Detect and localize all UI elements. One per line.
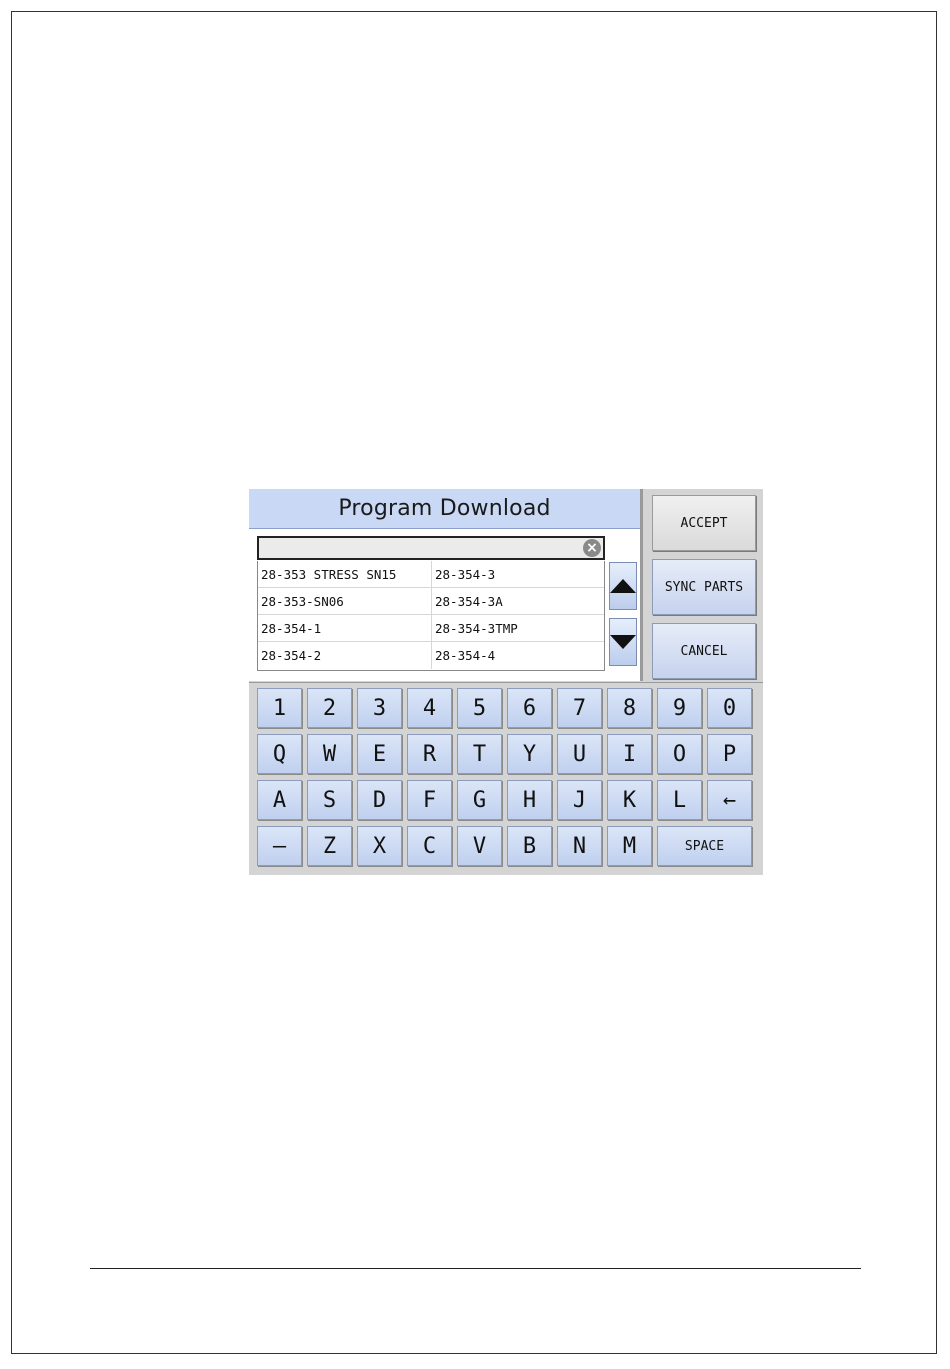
key-t[interactable]: T <box>457 734 502 774</box>
key-2[interactable]: 2 <box>307 688 352 728</box>
key-e[interactable]: E <box>357 734 402 774</box>
clear-icon[interactable]: × <box>583 539 601 557</box>
key-z[interactable]: Z <box>307 826 352 866</box>
list-item[interactable]: 28-354-3A <box>431 588 604 614</box>
list-item[interactable]: 28-354-4 <box>431 642 604 669</box>
key-l[interactable]: L <box>657 780 702 820</box>
key-q[interactable]: Q <box>257 734 302 774</box>
key-0[interactable]: 0 <box>707 688 752 728</box>
scroll-up-button[interactable] <box>609 562 637 610</box>
key-p[interactable]: P <box>707 734 752 774</box>
key-i[interactable]: I <box>607 734 652 774</box>
key-4[interactable]: 4 <box>407 688 452 728</box>
backspace-key[interactable] <box>707 780 752 820</box>
list-row <box>258 642 604 669</box>
key-v[interactable]: V <box>457 826 502 866</box>
list-row <box>258 615 604 642</box>
scroll-down-icon <box>610 635 636 649</box>
key-7[interactable]: 7 <box>557 688 602 728</box>
on-screen-keyboard <box>249 682 763 875</box>
scroll-down-button[interactable] <box>609 618 637 666</box>
key-r[interactable]: R <box>407 734 452 774</box>
key-5[interactable]: 5 <box>457 688 502 728</box>
backspace-icon: ← <box>722 787 737 813</box>
key-w[interactable]: W <box>307 734 352 774</box>
list-item[interactable]: 28-353-SN06 <box>261 594 344 609</box>
key-dash[interactable]: – <box>257 826 302 866</box>
keyboard-row-asdf <box>257 780 752 820</box>
footer-divider <box>90 1268 861 1269</box>
key-6[interactable]: 6 <box>507 688 552 728</box>
space-key[interactable]: SPACE <box>657 826 752 866</box>
keyboard-row-zxcv <box>257 826 752 866</box>
key-g[interactable]: G <box>457 780 502 820</box>
list-item[interactable]: 28-354-3 <box>431 561 604 587</box>
program-list <box>257 561 605 671</box>
key-a[interactable]: A <box>257 780 302 820</box>
key-x[interactable]: X <box>357 826 402 866</box>
accept-button[interactable]: ACCEPT <box>652 495 756 551</box>
list-item[interactable]: 28-353 STRESS SN15 <box>261 567 397 582</box>
key-k[interactable]: K <box>607 780 652 820</box>
list-row <box>258 561 604 588</box>
key-h[interactable]: H <box>507 780 552 820</box>
key-o[interactable]: O <box>657 734 702 774</box>
key-3[interactable]: 3 <box>357 688 402 728</box>
list-item[interactable]: 28-354-3TMP <box>431 615 604 641</box>
keyboard-row-qwerty <box>257 734 752 774</box>
keyboard-row-digits <box>257 688 752 728</box>
key-d[interactable]: D <box>357 780 402 820</box>
dialog-title: Program Download <box>249 489 640 529</box>
key-s[interactable]: S <box>307 780 352 820</box>
list-item[interactable]: 28-354-1 <box>261 621 322 636</box>
key-u[interactable]: U <box>557 734 602 774</box>
key-9[interactable]: 9 <box>657 688 702 728</box>
program-download-panel <box>249 489 763 875</box>
list-item[interactable]: 28-354-2 <box>261 648 322 663</box>
key-c[interactable]: C <box>407 826 452 866</box>
key-f[interactable]: F <box>407 780 452 820</box>
list-row <box>258 588 604 615</box>
key-n[interactable]: N <box>557 826 602 866</box>
key-8[interactable]: 8 <box>607 688 652 728</box>
search-input[interactable] <box>257 536 605 560</box>
program-list-area <box>249 489 643 681</box>
cancel-button[interactable]: CANCEL <box>652 623 756 679</box>
scroll-up-icon <box>610 579 636 593</box>
key-b[interactable]: B <box>507 826 552 866</box>
sync-parts-button[interactable]: SYNC PARTS <box>652 559 756 615</box>
key-1[interactable]: 1 <box>257 688 302 728</box>
key-j[interactable]: J <box>557 780 602 820</box>
key-y[interactable]: Y <box>507 734 552 774</box>
key-m[interactable]: M <box>607 826 652 866</box>
